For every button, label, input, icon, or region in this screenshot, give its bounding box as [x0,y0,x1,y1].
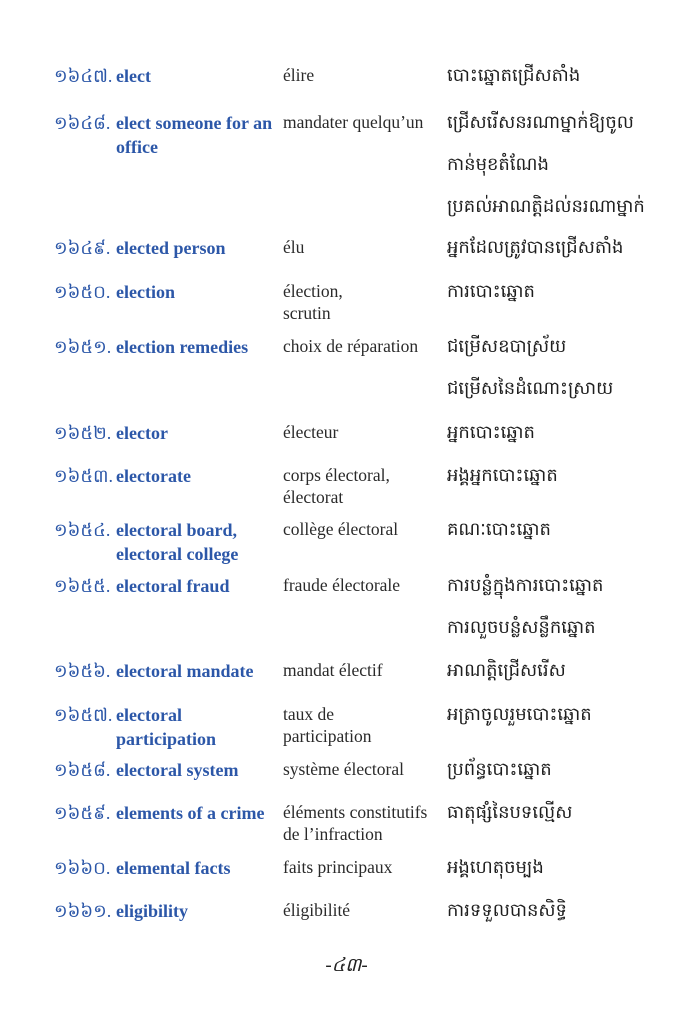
entry-number: ១៦៥៦. [54,661,111,681]
french-term: élire [283,65,315,85]
khmer-term [447,890,687,932]
khmer-line: ការលួចបន្លំសន្លឹកឆ្នោត [447,617,596,638]
entry-number: ១៦៥០. [54,282,111,302]
english-term: election [116,282,175,302]
entry-number: ១៦៤៩. [54,238,111,258]
entry-number: ១៦៦១. [54,901,112,921]
french-term: mandat électif [283,660,383,680]
khmer-line: បោះឆ្នោតជ្រើសតាំង [447,65,581,86]
khmer-term [447,509,687,551]
khmer-line: អ្នកដែលត្រូវបានជ្រើសតាំង [447,237,624,258]
english-term: election remedies [116,337,249,357]
english-term: electoral system [116,760,239,780]
entry-number: ១៦៥១. [54,337,112,357]
khmer-term [447,227,687,269]
entry-number: ១៦៥២. [54,423,112,443]
khmer-line: ការបន្លំក្នុងការបោះឆ្នោត [447,575,604,596]
khmer-line: អាណត្តិជ្រើសរើស [447,660,566,681]
khmer-term [447,412,687,454]
french-term: mandater quelqu’un [283,112,424,132]
page-number: -៤៣- [325,955,368,976]
khmer-line: អ្នកបោះឆ្នោត [447,422,535,443]
entry-number: ១៦៥៨. [54,760,111,780]
entry-number: ១៦៤៨. [54,113,111,133]
english-term: elector [116,423,168,443]
khmer-term [447,455,687,497]
french-term: faits principaux [283,857,393,877]
khmer-term [447,650,687,692]
french-term: élection, scrutin [283,281,343,323]
khmer-term [447,271,687,313]
entry-number: ១៦៦០. [54,858,111,878]
english-term: eligibility [116,901,188,921]
english-term: elect [116,66,151,86]
french-term: fraude électorale [283,575,401,595]
khmer-line: ប្រព័ន្ធបោះឆ្នោត [447,759,552,780]
khmer-line: អត្រាចូលរួមបោះឆ្នោត [447,704,592,725]
khmer-line: ការទទួលបានសិទ្ធិ [447,900,567,921]
khmer-term [447,565,687,649]
khmer-term [447,326,687,410]
khmer-line: កាន់មុខតំណែង [447,154,549,175]
english-term: electoral participation [116,705,217,749]
khmer-term [447,694,687,736]
entry-number: ១៦៥៣. [54,466,113,486]
khmer-term [447,102,687,228]
french-term: choix de réparation [283,336,419,356]
french-term: taux de participation [283,704,372,746]
french-term: système électoral [283,759,404,779]
english-term: electoral fraud [116,576,230,596]
khmer-line: ការបោះឆ្នោត [447,281,535,302]
english-term: elected person [116,238,226,258]
khmer-line: ជ្រើសរើសនរណាម្នាក់ឱ្យចូល [447,112,634,133]
khmer-line: ធាតុផ្សំនៃបទល្មើស [447,802,573,823]
khmer-term [447,749,687,791]
entry-number: ១៦៤៧. [54,66,113,86]
khmer-line: អង្គអ្នកបោះឆ្នោត [447,465,558,486]
entry-number: ១៦៥៤. [54,520,111,540]
english-term: electoral mandate [116,661,254,681]
khmer-term [447,55,687,97]
khmer-line: ប្រគល់អាណត្តិដល់នរណាម្នាក់ [447,196,645,217]
english-term: electorate [116,466,191,486]
french-term: élu [283,237,305,257]
entry-number: ១៦៥៩. [54,803,111,823]
french-term: électeur [283,422,339,442]
english-term: elect someone for an office [116,113,273,157]
entry-number: ១៦៥៥. [54,576,111,596]
english-term: elemental facts [116,858,231,878]
khmer-line: គណៈបោះឆ្នោត [447,519,551,540]
khmer-term [447,792,687,834]
english-term: electoral board, electoral college [116,520,239,564]
french-term: éléments constitutifs de l’infraction [283,802,428,844]
khmer-line: ជម្រើសនៃដំណោះស្រាយ [447,378,614,399]
khmer-line: អង្គហេតុចម្បង [447,857,544,878]
entry-number: ១៦៥៧. [54,705,113,725]
french-term: corps électoral, électorat [283,465,390,507]
french-term: éligibilité [283,900,351,920]
english-term: elements of a crime [116,803,265,823]
french-term: collège électoral [283,519,399,539]
khmer-line: ជម្រើសឧបាស្រ័យ [447,336,567,357]
khmer-term [447,847,687,889]
